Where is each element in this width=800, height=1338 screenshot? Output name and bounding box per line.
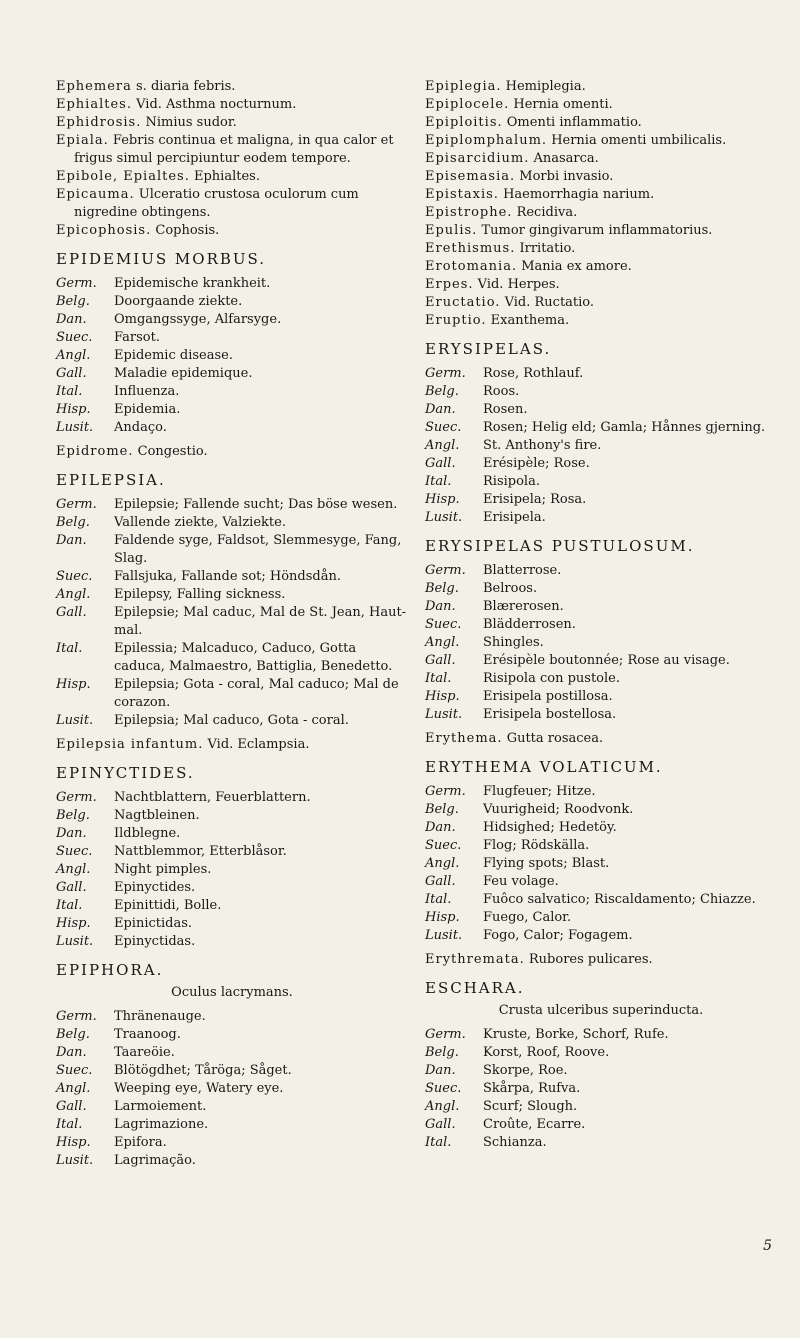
table-row: Angl. St. Anthony's fire. xyxy=(425,438,602,453)
entry: Erotomania. Mania ex amore. xyxy=(425,259,632,274)
entry: Epidrome. Congestio. xyxy=(56,444,208,459)
heading-epiphora: EPIPHORA. xyxy=(56,961,164,979)
table-row: Gall. Feu volage. xyxy=(425,874,559,889)
table-row: Belg. Nagtbleinen. xyxy=(56,808,200,823)
entry: Epicophosis. Cophosis. xyxy=(56,223,220,238)
table-row: Dan. Taareöie. xyxy=(56,1045,175,1060)
table-row: Angl. Weeping eye, Watery eye. xyxy=(56,1081,284,1096)
table-row: Germ. Epidemische krankheit. xyxy=(56,276,271,291)
table-row: Germ. Thränenauge. xyxy=(56,1009,206,1024)
heading-erythema-volaticum: ERYTHEMA VOLATICUM. xyxy=(425,758,663,776)
page-number: 5 xyxy=(763,1238,772,1254)
table-row: Germ. Nachtblattern, Feuerblattern. xyxy=(56,790,311,805)
table-row: Germ. Blatterrose. xyxy=(425,563,562,578)
entry: Epiala. Febris continua et maligna, in qua calor et frigus simul percipiuntur eodem tempore. xyxy=(56,133,394,166)
table-row: Belg. Belroos. xyxy=(425,581,538,596)
table-row: Lusit. Lagrimação. xyxy=(56,1153,196,1168)
entry: Ephemera s. diaria febris. xyxy=(56,79,236,94)
table-row: Hisp. Epifora. xyxy=(56,1135,167,1150)
entry: Erethismus. Irritatio. xyxy=(425,241,576,256)
table-row: Suec. Fallsjuka, Fallande sot; Höndsdån. xyxy=(56,569,341,584)
entry: Epicauma. Ulceratio crustosa oculorum cum nigredine obtingens. xyxy=(56,187,359,220)
entry: Episarcidium. Anasarca. xyxy=(425,151,599,166)
table-row: Ital. Risipola. xyxy=(425,474,540,489)
table-row: Germ. Epilepsie; Fallende sucht; Das böse wesen. xyxy=(56,497,398,512)
entry: Eruptio. Exanthema. xyxy=(425,313,570,328)
heading-epinyctides: EPINYCTIDES. xyxy=(56,764,195,782)
table-row: Suec. Farsot. xyxy=(56,330,160,345)
table-row: Gall. Epilepsie; Mal caduc, Mal de St. Jean, Haut-mal. xyxy=(56,605,407,638)
entry: Erpes. Vid. Herpes. xyxy=(425,277,560,292)
table-row: Dan. Blærerosen. xyxy=(425,599,564,614)
table-row: Germ. Kruste, Borke, Schorf, Rufe. xyxy=(425,1027,669,1042)
table-row: Belg. Vuurigheid; Roodvonk. xyxy=(425,802,634,817)
table-row: Dan. Omgangssyge, Alfarsyge. xyxy=(56,312,282,327)
entry: Epistaxis. Haemorrhagia narium. xyxy=(425,187,655,202)
table-row: Lusit. Erisipela. xyxy=(425,510,546,525)
right-top-entries xyxy=(425,78,777,330)
entry: Epiploitis. Omenti inflammatio. xyxy=(425,115,642,130)
table-row: Suec. Blädderrosen. xyxy=(425,617,576,632)
table-row: Lusit. Epilepsia; Mal caduco, Gota - coral. xyxy=(56,713,349,728)
right-column xyxy=(425,78,777,1158)
entry: Ephidrosis. Nimius sudor. xyxy=(56,115,237,130)
table-row: Ital. Epinittidi, Bolle. xyxy=(56,898,222,913)
heading-eschara: ESCHARA. xyxy=(425,979,525,997)
table-row: Germ. Rose, Rothlauf. xyxy=(425,366,584,381)
epiphora-subline: Oculus lacrymans. xyxy=(171,985,293,1000)
table-row: Angl. Epilepsy, Falling sickness. xyxy=(56,587,286,602)
table-row: Angl. Scurf; Slough. xyxy=(425,1099,578,1114)
heading-epilepsia: EPILEPSIA. xyxy=(56,471,166,489)
table-row: Dan. Skorpe, Roe. xyxy=(425,1063,568,1078)
table-row: Dan. Ildblegne. xyxy=(56,826,181,841)
epinyctides-table xyxy=(56,789,408,951)
entry: Episemasia. Morbi invasio. xyxy=(425,169,614,184)
table-row: Belg. Vallende ziekte, Valziekte. xyxy=(56,515,286,530)
entry: Epiplocele. Hernia omenti. xyxy=(425,97,613,112)
entry: Epilepsia infantum. Vid. Eclampsia. xyxy=(56,737,310,752)
table-row: Ital. Fuôco salvatico; Riscaldamento; Chiazze. xyxy=(425,892,756,907)
epidemius-table xyxy=(56,275,408,437)
table-row: Hisp. Erisipela; Rosa. xyxy=(425,492,587,507)
eschara-subline: Crusta ulceribus superinducta. xyxy=(498,1003,704,1018)
eschara-table xyxy=(425,1026,777,1152)
entry: Epiplomphalum. Hernia omenti umbilicalis. xyxy=(425,133,727,148)
table-row: Gall. Epinyctides. xyxy=(56,880,196,895)
left-top-entries xyxy=(56,78,408,240)
table-row: Lusit. Epinyctidas. xyxy=(56,934,196,949)
epiphora-table xyxy=(56,1008,408,1170)
erythema-volaticum-table xyxy=(425,783,777,945)
table-row: Suec. Nattblemmor, Etterblåsor. xyxy=(56,844,287,859)
table-row: Gall. Erésipèle boutonnée; Rose au visage. xyxy=(425,653,730,668)
entry: Epibole, Epialtes. Ephialtes. xyxy=(56,169,260,184)
entry: Erythremata. Rubores pulicares. xyxy=(425,952,653,967)
table-row: Lusit. Erisipela bostellosa. xyxy=(425,707,617,722)
table-row: Hisp. Erisipela postillosa. xyxy=(425,689,613,704)
entry: Erythema. Gutta rosacea. xyxy=(425,731,604,746)
entry: Epistrophe. Recidiva. xyxy=(425,205,578,220)
heading-erysipelas-pustulosum: ERYSIPELAS PUSTULOSUM. xyxy=(425,537,695,555)
table-row: Hisp. Epidemia. xyxy=(56,402,181,417)
epilepsia-table xyxy=(56,496,408,730)
table-row: Angl. Shingles. xyxy=(425,635,544,650)
table-row: Hisp. Fuego, Calor. xyxy=(425,910,572,925)
entry: Ephialtes. Vid. Asthma nocturnum. xyxy=(56,97,297,112)
table-row: Gall. Maladie epidemique. xyxy=(56,366,253,381)
table-row: Dan. Hidsighed; Hedetöy. xyxy=(425,820,617,835)
table-row: Ital. Influenza. xyxy=(56,384,180,399)
table-row: Angl. Night pimples. xyxy=(56,862,212,877)
table-row: Gall. Erésipèle; Rose. xyxy=(425,456,590,471)
table-row: Ital. Schianza. xyxy=(425,1135,547,1150)
table-row: Dan. Faldende syge, Faldsot, Slemmesyge, Fang, Slag. xyxy=(56,533,402,566)
table-row: Suec. Flog; Rödskälla. xyxy=(425,838,590,853)
table-row: Germ. Flugfeuer; Hitze. xyxy=(425,784,596,799)
table-row: Belg. Korst, Roof, Roove. xyxy=(425,1045,610,1060)
entry: Epulis. Tumor gingivarum inflammatorius. xyxy=(425,223,713,238)
table-row: Lusit. Fogo, Calor; Fogagem. xyxy=(425,928,633,943)
table-row: Belg. Traanoog. xyxy=(56,1027,181,1042)
erysipelas-pustulosum-table xyxy=(425,562,777,724)
table-row: Lusit. Andaço. xyxy=(56,420,167,435)
table-row: Hisp. Epilepsia; Gota - coral, Mal caduco; Mal de corazon. xyxy=(56,677,399,710)
table-row: Ital. Epilessia; Malcaduco, Caduco, Gotta caduca, Malmaestro, Battiglia, Benedetto. xyxy=(56,641,393,674)
table-row: Suec. Blötögdhet; Tåröga; Såget. xyxy=(56,1063,292,1078)
table-row: Suec. Rosen; Helig eld; Gamla; Hånnes gjerning. xyxy=(425,420,766,435)
table-row: Angl. Epidemic disease. xyxy=(56,348,233,363)
heading-erysipelas: ERYSIPELAS. xyxy=(425,340,552,358)
heading-epidemius: EPIDEMIUS MORBUS. xyxy=(56,250,267,268)
erysipelas-table xyxy=(425,365,777,527)
table-row: Angl. Flying spots; Blast. xyxy=(425,856,610,871)
table-row: Gall. Larmoiement. xyxy=(56,1099,207,1114)
table-row: Hisp. Epinictidas. xyxy=(56,916,193,931)
table-row: Belg. Roos. xyxy=(425,384,520,399)
entry: Epiplegia. Hemiplegia. xyxy=(425,79,586,94)
left-column xyxy=(56,78,408,1176)
table-row: Ital. Lagrimazione. xyxy=(56,1117,209,1132)
table-row: Belg. Doorgaande ziekte. xyxy=(56,294,243,309)
table-row: Ital. Risipola con pustole. xyxy=(425,671,620,686)
table-row: Gall. Croûte, Ecarre. xyxy=(425,1117,586,1132)
table-row: Dan. Rosen. xyxy=(425,402,528,417)
table-row: Suec. Skårpa, Rufva. xyxy=(425,1081,581,1096)
entry: Eructatio. Vid. Ructatio. xyxy=(425,295,595,310)
